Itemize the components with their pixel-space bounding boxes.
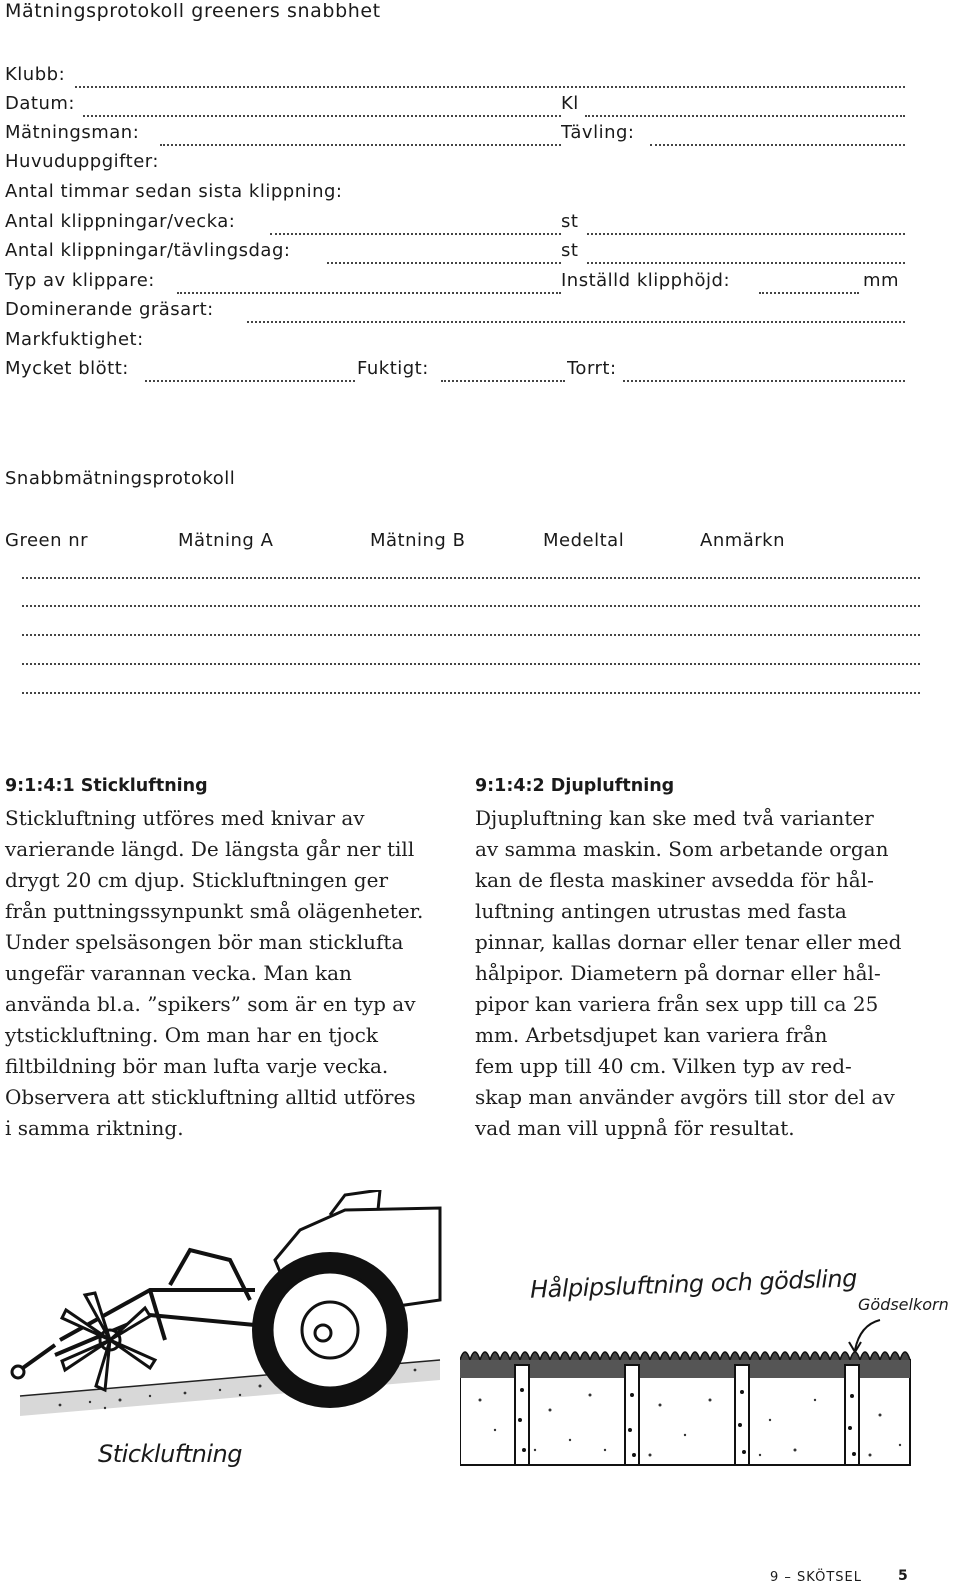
kl-label: Kl: [561, 93, 579, 114]
text-line: luftning antingen utrustas med fasta: [475, 899, 847, 923]
mycket-blott-field[interactable]: [145, 366, 355, 382]
djupluftning-text: [475, 803, 945, 1144]
klipp-tavling-field[interactable]: [327, 248, 561, 264]
klipp-vecka-field[interactable]: [270, 219, 561, 235]
klipp-vecka-extra: [587, 219, 905, 235]
text-line: kan de flesta maskiner avsedda för hål-: [475, 868, 874, 892]
timmar-row: [5, 181, 910, 209]
text-line: Djupluftning kan ske med två varianter: [475, 806, 874, 830]
protocol-row-line[interactable]: [22, 663, 920, 665]
protocol-row-line[interactable]: [22, 692, 920, 694]
text-line: av samma maskin. Som arbetande organ: [475, 837, 889, 861]
st-unit-2: st: [561, 240, 579, 261]
fuktigt-label: Fuktigt:: [357, 358, 429, 379]
protocol-row-line[interactable]: [22, 605, 920, 607]
text-line: varierande längd. De längsta går ner till: [5, 837, 415, 861]
matningsman-row: [5, 122, 910, 150]
datum-label: Datum:: [5, 93, 75, 114]
text-line: ungefär varannan vecka. Man kan: [5, 961, 352, 985]
klippare-row: [5, 270, 910, 298]
st-unit-1: st: [561, 211, 579, 232]
text-line: från puttningssynpunkt små olägenheter.: [5, 899, 424, 923]
section-heading-stickluftning: 9:1:4:1 Stickluftning: [5, 776, 208, 796]
footer-section: 9 – SKÖTSEL: [770, 1570, 862, 1585]
matningsman-field[interactable]: [160, 130, 561, 146]
text-line: skap man använder avgörs till stor del av: [475, 1085, 895, 1109]
typ-field[interactable]: [177, 278, 561, 294]
datum-row: [5, 93, 910, 121]
text-line: använda bl.a. ”spikers” som är en typ av: [5, 992, 416, 1016]
huvuduppgifter-row: [5, 151, 910, 179]
grasart-row: [5, 299, 910, 327]
tavling-field[interactable]: [650, 130, 905, 146]
halpip-title: Hålpipsluftning och gödsling: [529, 1264, 858, 1304]
klipp-tavling-extra: [587, 248, 905, 264]
dominerande-field[interactable]: [247, 307, 905, 323]
klipp-vecka-label: Antal klippningar/vecka:: [5, 211, 236, 232]
text-line: filtbildning bör man lufta varje vecka.: [5, 1054, 389, 1078]
klipp-vecka-row: [5, 211, 910, 239]
col-green-nr: Green nr: [5, 530, 89, 551]
mm-unit: mm: [863, 270, 900, 291]
klipp-tavling-label: Antal klippningar/tävlingsdag:: [5, 240, 291, 261]
markfuktighet-label: Markfuktighet:: [5, 329, 144, 350]
dominerande-label: Dominerande gräsart:: [5, 299, 214, 320]
halpip-illustration: [460, 1300, 960, 1470]
mycket-blott-label: Mycket blött:: [5, 358, 129, 379]
protocol-row-line[interactable]: [22, 634, 920, 636]
text-line: pipor kan variera från sex upp till ca 25: [475, 992, 879, 1016]
stickluftning-text: [5, 803, 455, 1144]
matningsman-label: Mätningsman:: [5, 122, 140, 143]
klubb-field[interactable]: [75, 72, 905, 88]
text-line: hålpipor. Diametern på dornar eller hål-: [475, 961, 881, 985]
torrt-label: Torrt:: [567, 358, 617, 379]
text-line: Under spelsäsongen bör man sticklufta: [5, 930, 404, 954]
markfuktighet-row: [5, 329, 910, 357]
torrt-field[interactable]: [623, 366, 905, 382]
kl-field[interactable]: [585, 101, 905, 117]
text-line: pinnar, kallas dornar eller tenar eller med: [475, 930, 902, 954]
text-line: Stickluftning utföres med knivar av: [5, 806, 365, 830]
text-line: Observera att stickluftning alltid utföres: [5, 1085, 416, 1109]
text-line: fem upp till 40 cm. Vilken typ av red-: [475, 1054, 852, 1078]
fukt-row: [5, 358, 910, 386]
text-line: drygt 20 cm djup. Stickluftningen ger: [5, 868, 388, 892]
typ-label: Typ av klippare:: [5, 270, 155, 291]
stickluftning-caption: Stickluftning: [98, 1440, 242, 1468]
godselkorn-label: Gödselkorn: [858, 1295, 949, 1314]
text-line: mm. Arbetsdjupet kan variera från: [475, 1023, 828, 1047]
installd-label: Inställd klipphöjd:: [561, 270, 731, 291]
col-medeltal: Medeltal: [543, 530, 625, 551]
col-matning-b: Mätning B: [370, 530, 466, 551]
klubb-label: Klubb:: [5, 64, 66, 85]
col-anmarkn: Anmärkn: [700, 530, 786, 551]
timmar-label: Antal timmar sedan sista klippning:: [5, 181, 343, 202]
text-line: i samma riktning.: [5, 1116, 184, 1140]
klubb-row: [5, 64, 910, 92]
col-matning-a: Mätning A: [178, 530, 274, 551]
snabb-title: Snabbmätningsprotokoll: [5, 468, 236, 489]
text-line: ytstickluftning. Om man har en tjock: [5, 1023, 378, 1047]
text-line: vad man vill uppnå för resultat.: [475, 1116, 795, 1140]
fuktigt-field[interactable]: [441, 366, 565, 382]
installd-field[interactable]: [759, 278, 859, 294]
datum-field[interactable]: [83, 101, 561, 117]
section-heading-djupluftning: 9:1:4:2 Djupluftning: [475, 776, 675, 796]
protocol-row-line[interactable]: [22, 577, 920, 579]
tavling-label: Tävling:: [561, 122, 635, 143]
klipp-tavling-row: [5, 240, 910, 268]
huvuduppgifter-label: Huvuduppgifter:: [5, 151, 159, 172]
page-number: 5: [898, 1568, 908, 1584]
form-title: Mätningsprotokoll greeners snabbhet: [5, 0, 381, 22]
